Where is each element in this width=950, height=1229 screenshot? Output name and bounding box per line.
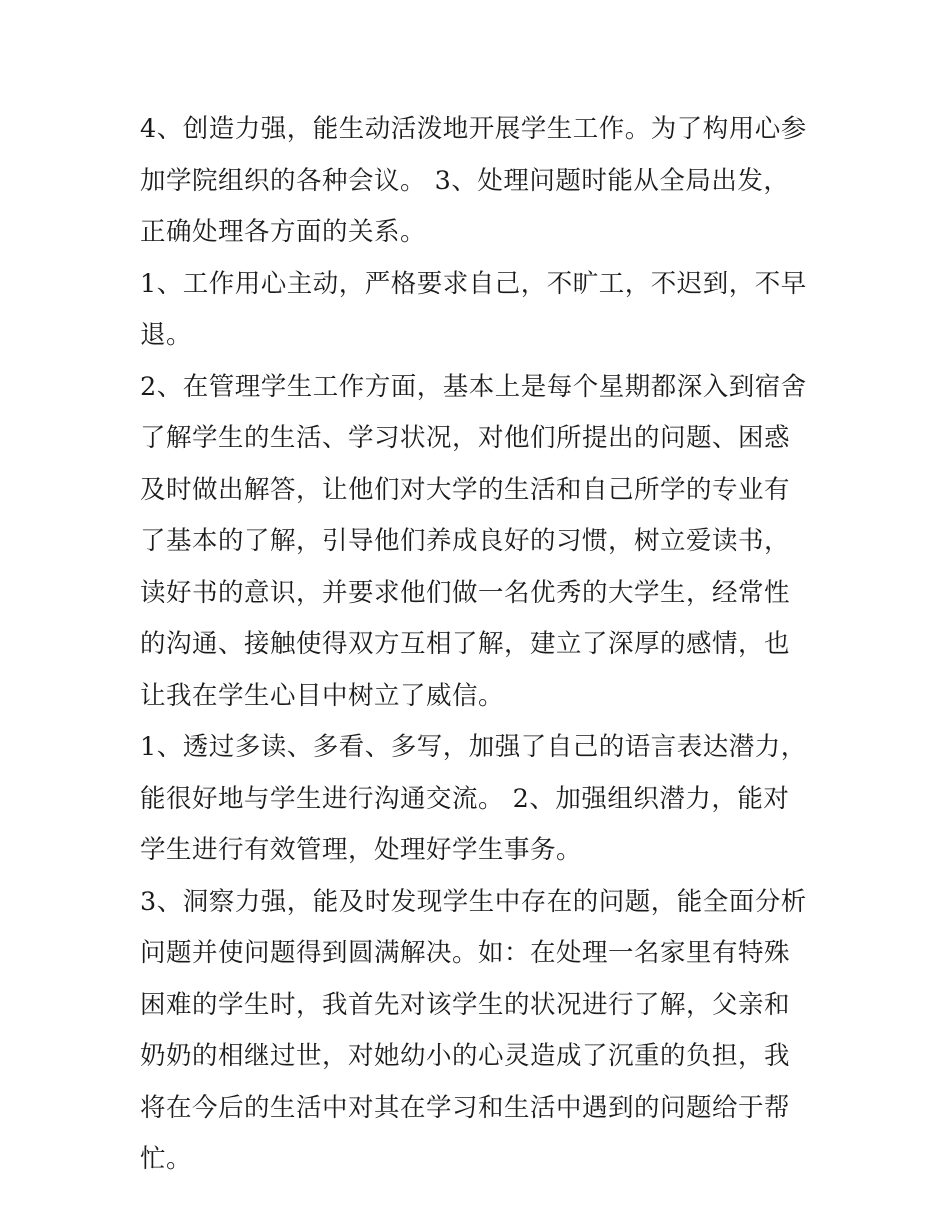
paragraph-work-attitude: 1、工作用心主动，严格要求自己，不旷工，不迟到，不早退。: [140, 268, 807, 350]
document-body: [140, 104, 815, 1186]
paragraph-student-management: 2、在管理学生工作方面，基本上是每个星期都深入到宿舍了解学生的生活、学习状况，对他们所提出的问题、困惑及时做出解答，让他们对大学的生活和自己所学的专业有了基本的了解，引导他们养成良好的习惯，树立爱读书，读好书的意识，并要求他们做一名优秀的大学生，经常性的沟通、接触使得双方互相了解，建立了深厚的感情，也让我在学生心目中树立了威信。: [140, 371, 807, 711]
paragraph-creativity: 4、创造力强，能生动活泼地开展学生工作。为了构用心参加学院组织的各种会议。 3、处理问题时能从全局出发，正确处理各方面的关系。: [140, 114, 807, 247]
paragraph-insight: 3、洞察力强，能及时发现学生中存在的问题，能全面分析问题并使问题得到圆满解决。如：在处理一名家里有特殊困难的学生时，我首先对该学生的状况进行了解，父亲和奶奶的相继过世，对她幼小的心灵造成了沉重的负担，我将在今后的生活中对其在学习和生活中遇到的问题给于帮忙。: [140, 886, 807, 1174]
paragraph-language-organization: 1、透过多读、多看、多写，加强了自己的语言表达潜力，能很好地与学生进行沟通交流。 2、加强组织潜力，能对学生进行有效管理，处理好学生事务。: [140, 732, 807, 865]
